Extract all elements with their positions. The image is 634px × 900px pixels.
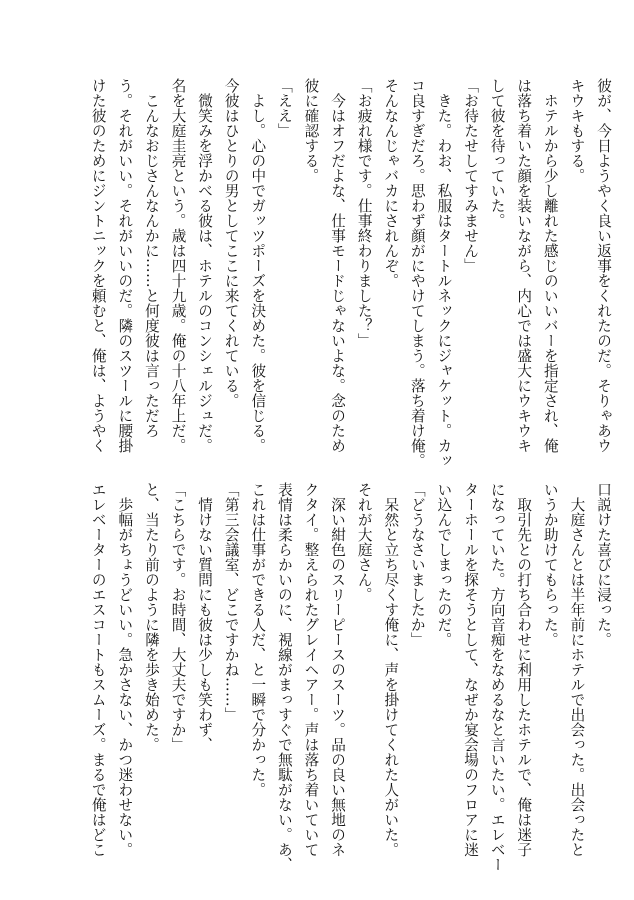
- text-line: 深い紺色のスリーピースのスーツ。品の良い無地のネ: [329, 482, 347, 857]
- text-line: ホテルから少し離れた感じのいいバーを指定され、俺: [541, 78, 559, 453]
- text-line: い込んでしまったのだ。: [435, 482, 453, 647]
- text-line: 彼に確認する。: [302, 78, 320, 183]
- text-line: キウキもする。: [568, 78, 586, 183]
- text-line: コ良すぎだろ。思わず顔がにやけてしまう。落ち着け俺。: [408, 78, 426, 468]
- text-line: 大庭さんとは半年前にホテルで出会った。出会ったと: [568, 482, 586, 857]
- text-line: 名を大庭圭亮という。歳は四十九歳。俺の十八年上だ。: [169, 78, 187, 453]
- text-line: 今はオフだよな、仕事モードじゃないよな。念のため: [329, 78, 347, 453]
- text-line: 「ええ」: [275, 78, 293, 138]
- text-line: いうか助けてもらった。: [541, 482, 559, 647]
- lower-text-block: [16, 482, 616, 882]
- text-line: 今彼はひとりの男としてここに来てくれている。: [222, 78, 240, 408]
- text-line: きた。わお、私服はタートルネックにジャケット。カッ: [435, 78, 453, 468]
- text-line: 「お待たせしてすみません」: [462, 78, 480, 273]
- text-line: 取引先との打ち合わせに利用したホテルで、俺は迷子: [515, 482, 533, 857]
- text-line: 「こちらです。お時間、大丈夫ですか」: [169, 482, 187, 752]
- text-line: は落ち着いた顔を装いながら、内心では盛大にウキウキ: [515, 78, 533, 453]
- text-line: 「第三会議室、どこですかね……」: [222, 482, 240, 722]
- text-line: して彼を待っていた。: [488, 78, 506, 228]
- text-line: 口説けた喜びに浸った。: [595, 482, 612, 647]
- text-line: 「お疲れ様です。仕事終わりました？」: [355, 78, 373, 348]
- text-line: 微笑みを浮かべる彼は、ホテルのコンシェルジュだ。: [196, 78, 214, 453]
- text-line: そんなんじゃバカにされんぞ。: [382, 78, 400, 288]
- text-line: ターホールを探そうとして、なぜか宴会場のフロアに迷: [462, 482, 480, 857]
- text-line: それが大庭さん。: [355, 482, 373, 602]
- text-line: 情けない質問にも彼は少しも笑わず、: [196, 482, 214, 752]
- text-line: 「どうなさいましたか」: [408, 482, 426, 647]
- text-line: 呆然と立ち尽くす俺に、声を掛けてくれた人がいた。: [382, 482, 400, 857]
- text-line: エレベーターのエスコートもスムーズ。まるで俺はどこ: [89, 482, 107, 857]
- text-line: こんなおじさんなんかに……と何度彼は言っただろ: [142, 78, 160, 438]
- upper-text-block: [16, 78, 616, 473]
- text-line: う。それがいい。それがいいのだ。隣のスツールに腰掛: [116, 78, 134, 453]
- text-line: よし。心の中でガッツポーズを決めた。彼を信じる。: [249, 78, 267, 453]
- text-line: 表情は柔らかいのに、視線がまっすぐで無駄がない。あ、: [275, 482, 293, 872]
- text-line: 歩幅がちょうどいい。急かさない、かつ迷わせない。: [116, 482, 134, 857]
- text-line: けた彼のためにジントニックを頼むと、俺は、ようやく: [89, 78, 107, 453]
- text-line: になっていた。方向音痴をなめるなと言いたい。エレベー: [488, 482, 506, 872]
- text-line: 彼が、今日ようやく良い返事をくれたのだ。そりゃあウ: [595, 78, 612, 453]
- text-line: クタイ。整えられたグレイヘアー。声は落ち着いていて: [302, 482, 320, 857]
- text-line: と、当たり前のように隣を歩き始めた。: [142, 482, 160, 752]
- text-line: これは仕事ができる人だ、と一瞬で分かった。: [249, 482, 267, 797]
